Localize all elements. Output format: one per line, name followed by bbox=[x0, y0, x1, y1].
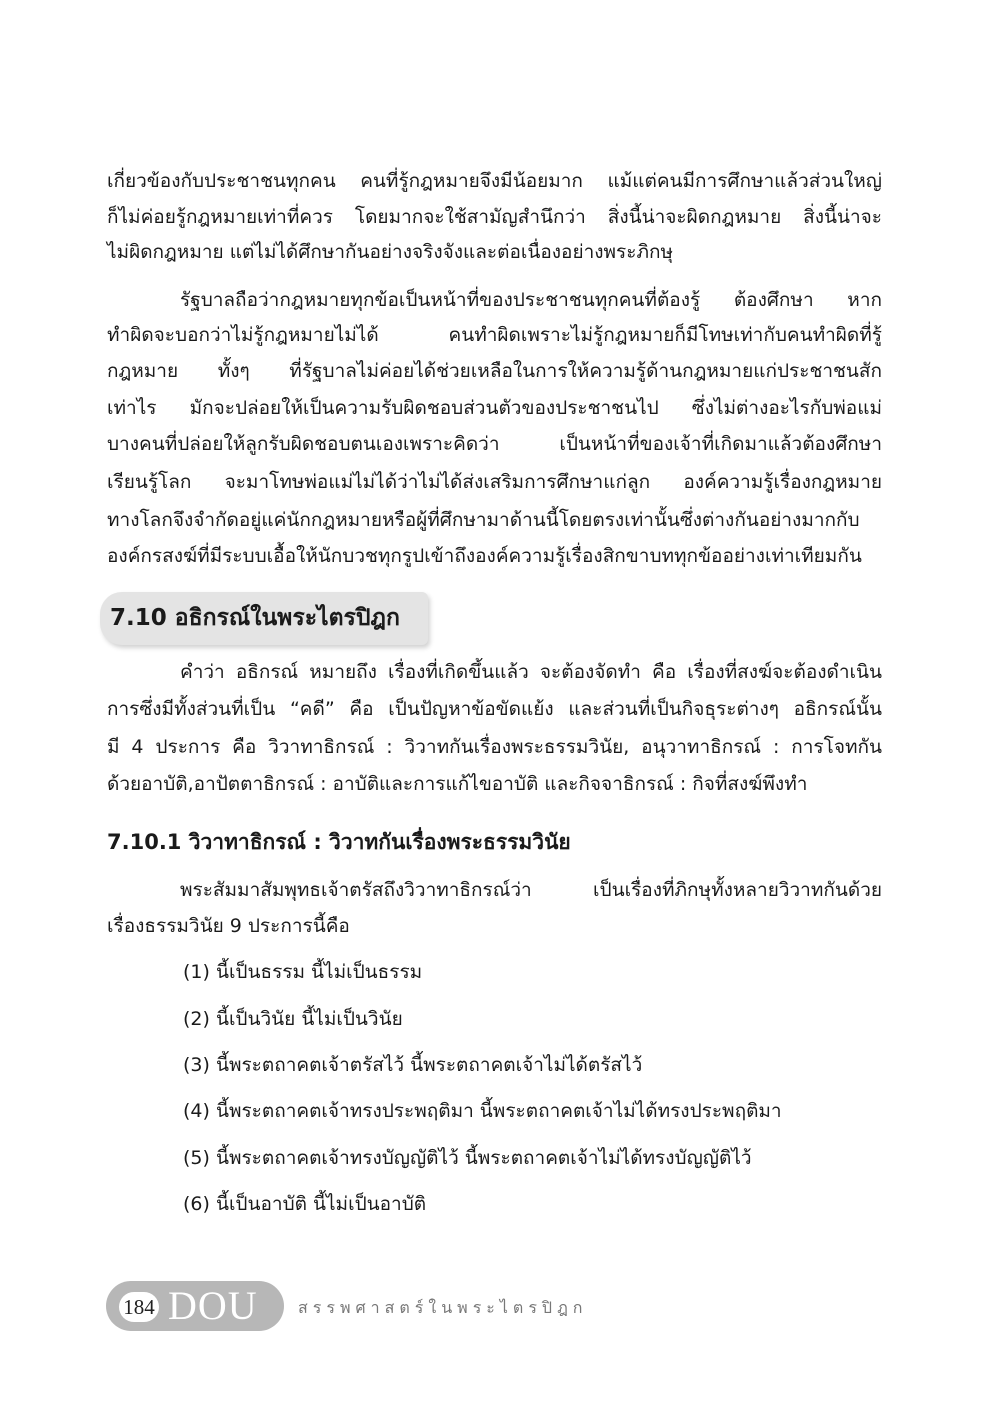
list-item: (3) นี้พระตถาคตเจ้าตรัสไว้ นี้พระตถาคตเจ้าไม่ได้ตรัสไว้ bbox=[183, 1054, 643, 1076]
para3-line: ด้วยอาบัติ,อาปัตตาธิกรณ์ : อาบัติและการแก้ไขอาบัติ และกิจจาธิกรณ์ : กิจที่สงฆ์พึงทำ bbox=[107, 773, 808, 795]
section-title: 7.10 อธิกรณ์ในพระไตรปิฎก bbox=[110, 605, 400, 631]
para2-line: กฎหมาย ทั้งๆ ที่รัฐบาลไม่ค่อยได้ช่วยเหลือในการให้ความรู้ด้านกฎหมายแก่ประชาชนสัก bbox=[107, 360, 882, 382]
para4-line: พระสัมมาสัมพุทธเจ้าตรัสถึงวิวาทาธิกรณ์ว่า เป็นเรื่องที่ภิกษุทั้งหลายวิวาทกันด้วย bbox=[180, 879, 882, 901]
para2-line: องค์กรสงฆ์ที่มีระบบเอื้อให้นักบวชทุกรูปเข้าถึงองค์ความรู้เรื่องสิกขาบททุกข้ออย่างเท่าเทียมกัน bbox=[107, 545, 862, 567]
list-item: (2) นี้เป็นวินัย นี้ไม่เป็นวินัย bbox=[183, 1008, 403, 1030]
para1-line: ไม่ผิดกฎหมาย แต่ไม่ได้ศึกษากันอย่างจริงจังและต่อเนื่องอย่างพระภิกษุ bbox=[107, 241, 674, 263]
para2-line: เท่าไร มักจะปล่อยให้เป็นความรับผิดชอบส่วนตัวของประชาชนไป ซึ่งไม่ต่างอะไรกับพ่อแม่ bbox=[107, 397, 882, 419]
para3-line: มี 4 ประการ คือ วิวาทาธิกรณ์ : วิวาทกันเรื่องพระธรรมวินัย, อนุวาทาธิกรณ์ : การโจทกัน bbox=[107, 736, 882, 758]
para2-line: ทำผิดจะบอกว่าไม่รู้กฎหมายไม่ได้ คนทำผิดเพราะไม่รู้กฎหมายก็มีโทษเท่ากับคนทำผิดที่รู้ bbox=[107, 324, 882, 346]
para4-line: เรื่องธรรมวินัย 9 ประการนี้คือ bbox=[107, 915, 350, 937]
subsection-title: 7.10.1 วิวาทาธิกรณ์ : วิวาทกันเรื่องพระธรรมวินัย bbox=[107, 830, 571, 854]
para2-line: ทางโลกจึงจำกัดอยู่แค่นักกฎหมายหรือผู้ที่ศึกษามาด้านนี้โดยตรงเท่านั้นซึ่งต่างกันอย่างมากกับ bbox=[107, 509, 860, 531]
list-item: (5) นี้พระตถาคตเจ้าทรงบัญญัติไว้ นี้พระตถาคตเจ้าไม่ได้ทรงบัญญัติไว้ bbox=[183, 1147, 752, 1169]
list-item: (1) นี้เป็นธรรม นี้ไม่เป็นธรรม bbox=[183, 961, 423, 983]
running-title: สรรพศาสตร์ในพระไตรปิฎก bbox=[298, 1298, 588, 1317]
page-number: 184 bbox=[119, 1292, 159, 1322]
para1-line: เกี่ยวข้องกับประชาชนทุกคน คนที่รู้กฎหมายจึงมีน้อยมาก แม้แต่คนมีการศึกษาแล้วส่วนใหญ่ bbox=[107, 170, 882, 192]
list-item: (4) นี้พระตถาคตเจ้าทรงประพฤติมา นี้พระตถาคตเจ้าไม่ได้ทรงประพฤติมา bbox=[183, 1100, 782, 1122]
para2-line: บางคนที่ปล่อยให้ลูกรับผิดชอบตนเองเพราะคิดว่า เป็นหน้าที่ของเจ้าที่เกิดมาแล้วต้องศึกษา bbox=[107, 433, 882, 455]
para1-line: ก็ไม่ค่อยรู้กฎหมายเท่าที่ควร โดยมากจะใช้สามัญสำนึกว่า สิ่งนี้น่าจะผิดกฎหมาย สิ่งนี้น่าจะ bbox=[107, 206, 882, 228]
dou-logo: DOU bbox=[168, 1283, 258, 1328]
para3-line: การซึ่งมีทั้งส่วนที่เป็น “คดี” คือ เป็นปัญหาข้อขัดแย้ง และส่วนที่เป็นกิจธุระต่างๆ อธิกรณ์นั้น bbox=[107, 698, 882, 720]
para2-line: เรียนรู้โลก จะมาโทษพ่อแม่ไม่ได้ว่าไม่ได้ส่งเสริมการศึกษาแก่ลูก องค์ความรู้เรื่องกฎหมาย bbox=[107, 471, 882, 493]
list-item: (6) นี้เป็นอาบัติ นี้ไม่เป็นอาบัติ bbox=[183, 1193, 427, 1215]
para2-line: รัฐบาลถือว่ากฎหมายทุกข้อเป็นหน้าที่ของประชาชนทุกคนที่ต้องรู้ ต้องศึกษา หาก bbox=[180, 289, 882, 311]
para3-line: คำว่า อธิกรณ์ หมายถึง เรื่องที่เกิดขึ้นแล้ว จะต้องจัดทำ คือ เรื่องที่สงฆ์จะต้องดำเนิน bbox=[180, 661, 882, 683]
